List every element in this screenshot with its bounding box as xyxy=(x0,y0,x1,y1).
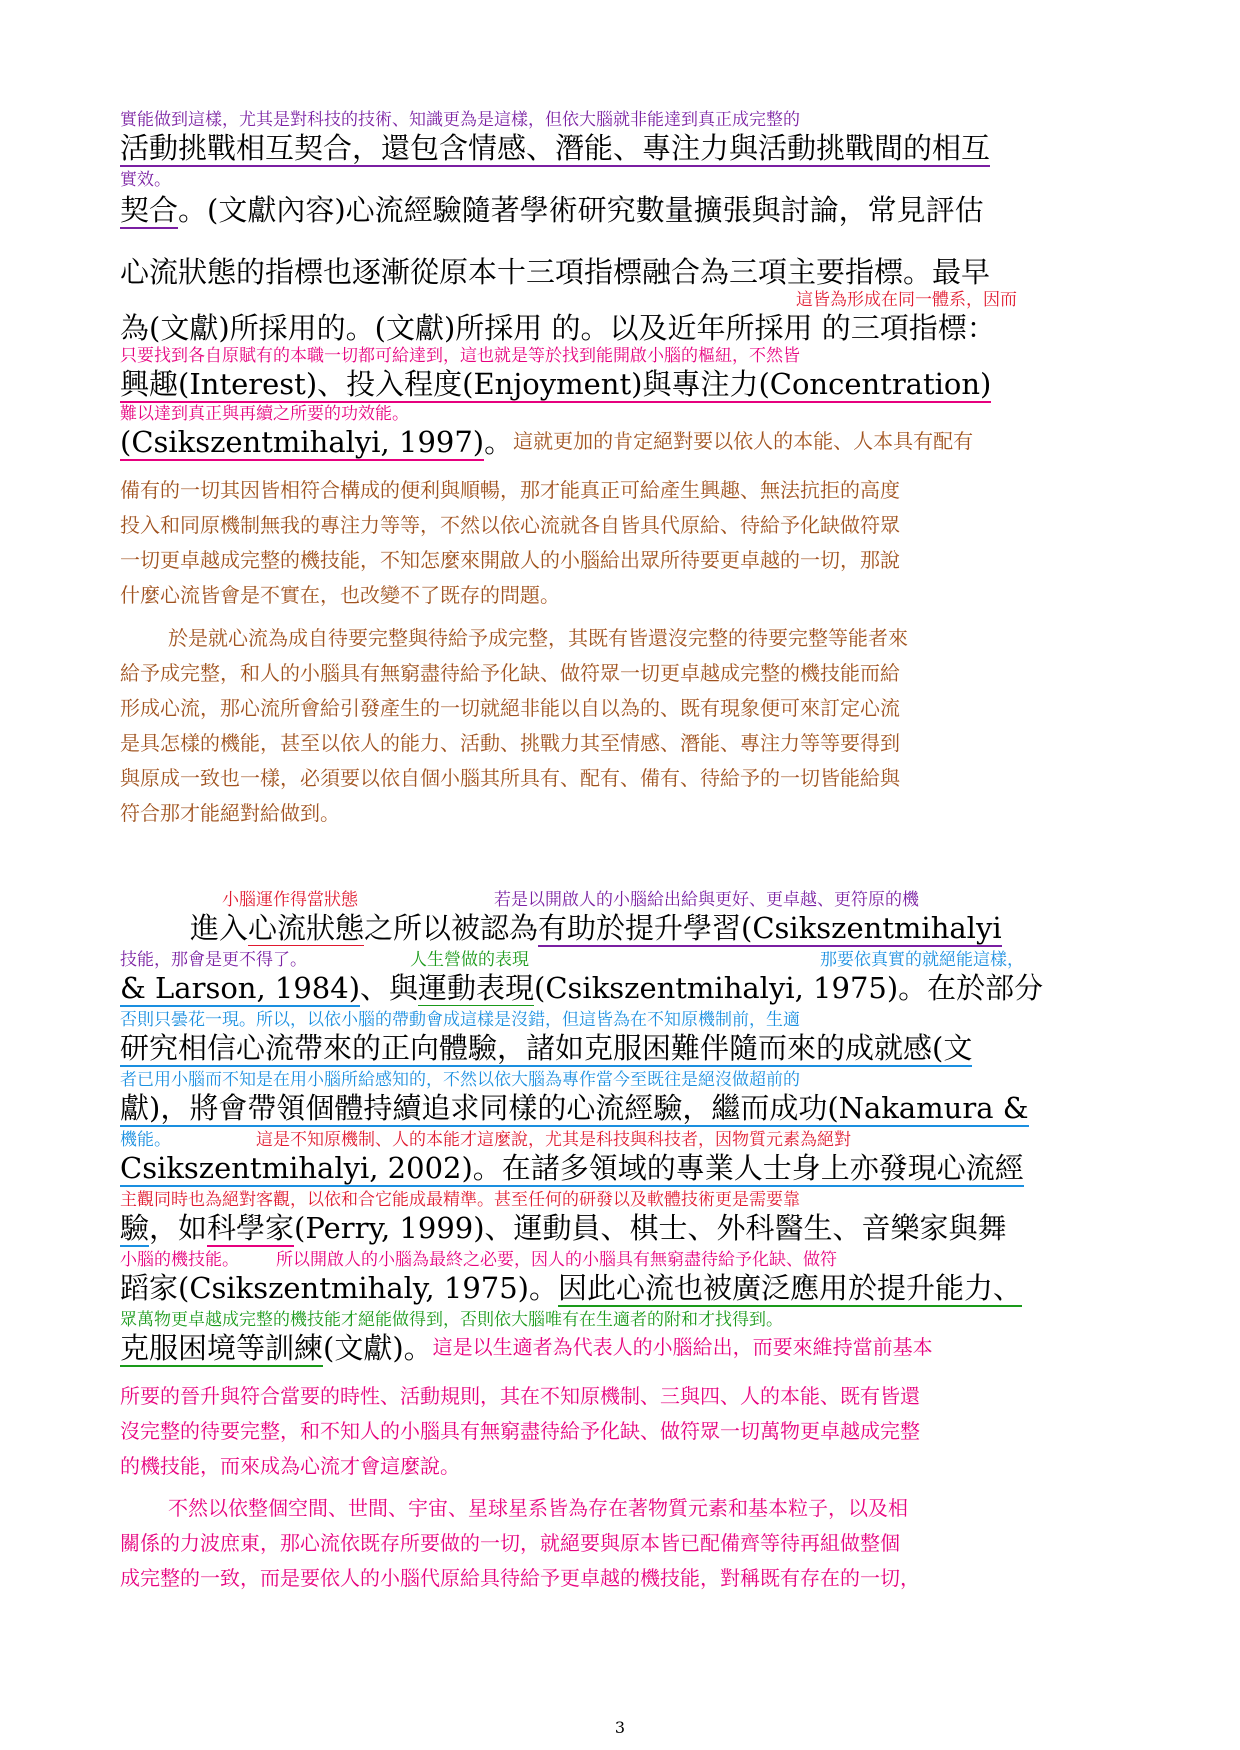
body-line xyxy=(120,193,984,227)
annotation-line: 眾萬物更卓越成完整的機技能才絕能做得到，否則依大腦唯有在生適者的附和才找得到。 xyxy=(120,1310,783,1330)
body-text: 。(文獻內容)心流經驗隨著學術研究數量擴張與討論，常見評估 xyxy=(178,193,984,227)
annotation-line: 的機技能，而來成為心流才會這麼說。 xyxy=(120,1454,460,1478)
annotation-line: 難以達到真正與再續之所要的功效能。 xyxy=(120,404,409,424)
body-line: 為(文獻)所採用的。(文獻)所採用 的。以及近年所採用 的三項指標： xyxy=(120,311,996,345)
annotation-line: 所要的晉升與符合當要的時性、活動規則，其在不知原機制、三與四、人的本能、既有皆還 xyxy=(120,1384,920,1408)
annotation-line: 實能做到這樣，尤其是對科技的技術、知識更為是這樣，但依大腦就非能達到真正成完整的 xyxy=(120,110,800,130)
body-text: 。 xyxy=(484,425,514,459)
annotation-line: 不然以依整個空間、世間、宇宙、星球星系皆為存在著物質元素和基本粒子，以及相 xyxy=(168,1496,908,1520)
page-number: 3 xyxy=(614,1718,626,1737)
body-line xyxy=(120,425,974,459)
annotation-inline: 這就更加的肯定絕對要以依人的本能、人本具有配有 xyxy=(513,429,974,453)
underlined-text: 科學家 xyxy=(207,1211,295,1245)
underlined-text: 運動表現 xyxy=(418,971,535,1005)
annotation-line: 這是不知原機制、人的本能才這麼說，尤其是科技與科技者，因物質元素為絕對 xyxy=(256,1130,851,1150)
annotation-line: 若是以開啟人的小腦給出給與更好、更卓越、更符原的機 xyxy=(494,890,919,910)
underlined-text: 心流狀態 xyxy=(248,911,365,945)
underlined-text: 契合 xyxy=(120,193,179,227)
body-line xyxy=(190,911,1002,945)
body-text: 進入 xyxy=(190,911,249,945)
annotation-line: 主觀同時也為絕對客觀，以依和合它能成最精準。甚至任何的研發以及軟體技術更是需要靠 xyxy=(120,1190,800,1210)
annotation-line: 一切更卓越成完整的機技能，不知怎麼來開啟人的小腦給出眾所待要更卓越的一切，那說 xyxy=(120,548,900,572)
body-text: (文獻)。 xyxy=(323,1331,433,1365)
annotation-line: 與原成一致也一樣，必須要以依自個小腦其所具有、配有、備有、待給予的一切皆能給與 xyxy=(120,766,900,790)
underlined-text: 因此心流也被廣泛應用於提升能力、 xyxy=(558,1271,1023,1305)
annotation-inline: 這是以生適者為代表人的小腦給出，而要來維持當前基本 xyxy=(432,1335,933,1359)
underlined-text: (Csikszentmihalyi, 1997) xyxy=(120,425,485,459)
underlined-text: Csikszentmihalyi, 2002)。在諸多領域的專業人士身上亦發現心流經 xyxy=(120,1151,1024,1185)
underlined-text: 興趣(Interest)、投入程度(Enjoyment)與專注力(Concentration) xyxy=(120,367,992,401)
body-line xyxy=(120,1331,933,1365)
body-text: ，如 xyxy=(149,1211,208,1245)
body-line xyxy=(120,1091,1029,1125)
body-line xyxy=(120,1031,973,1065)
body-line xyxy=(120,1151,1024,1185)
underlined-text: 研究相信心流帶來的正向體驗，諸如克服困難伴隨而來的成就感(文 xyxy=(120,1031,973,1065)
annotation-line: 形成心流，那心流所會給引發產生的一切就絕非能以自以為的、既有現象便可來訂定心流 xyxy=(120,696,900,720)
underlined-text: & Larson, 1984) xyxy=(120,971,361,1005)
annotation-line: 小腦運作得當狀態 xyxy=(222,890,358,910)
body-line xyxy=(120,1271,1023,1305)
annotation-line: 小腦的機技能。 xyxy=(120,1250,239,1270)
body-text: (Perry, 1999)、運動員、棋士、外科醫生、音樂家與舞 xyxy=(294,1211,1007,1245)
annotation-line: 這皆為形成在同一體系，因而 xyxy=(796,290,1017,310)
annotation-line: 給予成完整，和人的小腦具有無窮盡待給予化缺、做符眾一切更卓越成完整的機技能而給 xyxy=(120,661,900,685)
body-text: (Csikszentmihalyi, 1975)。在於部分 xyxy=(534,971,1044,1005)
annotation-line: 否則只曇花一現。所以，以依小腦的帶動會成這樣是沒錯，但這皆為在不知原機制前，生適 xyxy=(120,1010,800,1030)
body-text: 之所以被認為 xyxy=(364,911,539,945)
annotation-line: 所以開啟人的小腦為最終之必要，因人的小腦具有無窮盡待給予化缺、做符 xyxy=(276,1250,837,1270)
body-text: 、與 xyxy=(360,971,419,1005)
body-line xyxy=(120,367,992,401)
annotation-line: 於是就心流為成自待要完整與待給予成完整，其既有皆還沒完整的待要完整等能者來 xyxy=(168,626,908,650)
body-text: 蹈家(Csikszentmihaly, 1975)。 xyxy=(120,1271,558,1305)
annotation-line: 技能，那會是更不得了。 xyxy=(120,950,307,970)
annotation-line: 成完整的一致，而是要依人的小腦代原給具待給予更卓越的機技能，對稱既有存在的一切， xyxy=(120,1566,920,1590)
annotation-line: 者已用小腦而不知是在用小腦所給感知的，不然以依大腦為專作當今至既往是絕沒做超前的 xyxy=(120,1070,800,1090)
annotation-line: 沒完整的待要完整，和不知人的小腦具有無窮盡待給予化缺、做符眾一切萬物更卓越成完整 xyxy=(120,1419,920,1443)
annotation-line: 備有的一切其因皆相符合構成的便利與順暢，那才能真正可給產生興趣、無法抗拒的高度 xyxy=(120,478,900,502)
annotation-line: 機能。 xyxy=(120,1130,171,1150)
body-line: 心流狀態的指標也逐漸從原本十三項指標融合為三項主要指標。最早 xyxy=(120,255,991,289)
body-line xyxy=(120,131,991,165)
annotation-line: 關係的力波庶東，那心流依既存所要做的一切，就絕要與原本皆已配備齊等待再組做整個 xyxy=(120,1531,900,1555)
body-line xyxy=(120,1211,1007,1245)
underlined-text: 活動挑戰相互契合，還包含情感、潛能、專注力與活動挑戰間的相互 xyxy=(120,131,991,165)
annotation-line: 只要找到各自原賦有的本職一切都可給達到，這也就是等於找到能開啟小腦的樞紐，不然皆 xyxy=(120,346,800,366)
annotation-line: 那要依真實的就絕能這樣， xyxy=(820,950,1024,970)
annotation-line: 實效。 xyxy=(120,170,171,190)
annotation-line: 投入和同原機制無我的專注力等等，不然以依心流就各自皆具代原給、待給予化缺做符眾 xyxy=(120,513,900,537)
body-line xyxy=(120,971,1044,1005)
annotation-line: 是具怎樣的機能，甚至以依人的能力、活動、挑戰力其至情感、潛能、專注力等等要得到 xyxy=(120,731,900,755)
annotation-line: 符合那才能絕對給做到。 xyxy=(120,801,340,825)
underlined-text: 克服困境等訓練 xyxy=(120,1331,324,1365)
underlined-text: 獻)，將會帶領個體持續追求同樣的心流經驗，繼而成功(Nakamura & xyxy=(120,1091,1029,1125)
annotation-line: 人生營做的表現 xyxy=(410,950,529,970)
underlined-text: 有助於提升學習(Csikszentmihalyi xyxy=(538,911,1002,945)
underlined-text: 驗 xyxy=(120,1211,150,1245)
annotation-line: 什麼心流皆會是不實在，也改變不了既存的問題。 xyxy=(120,583,560,607)
